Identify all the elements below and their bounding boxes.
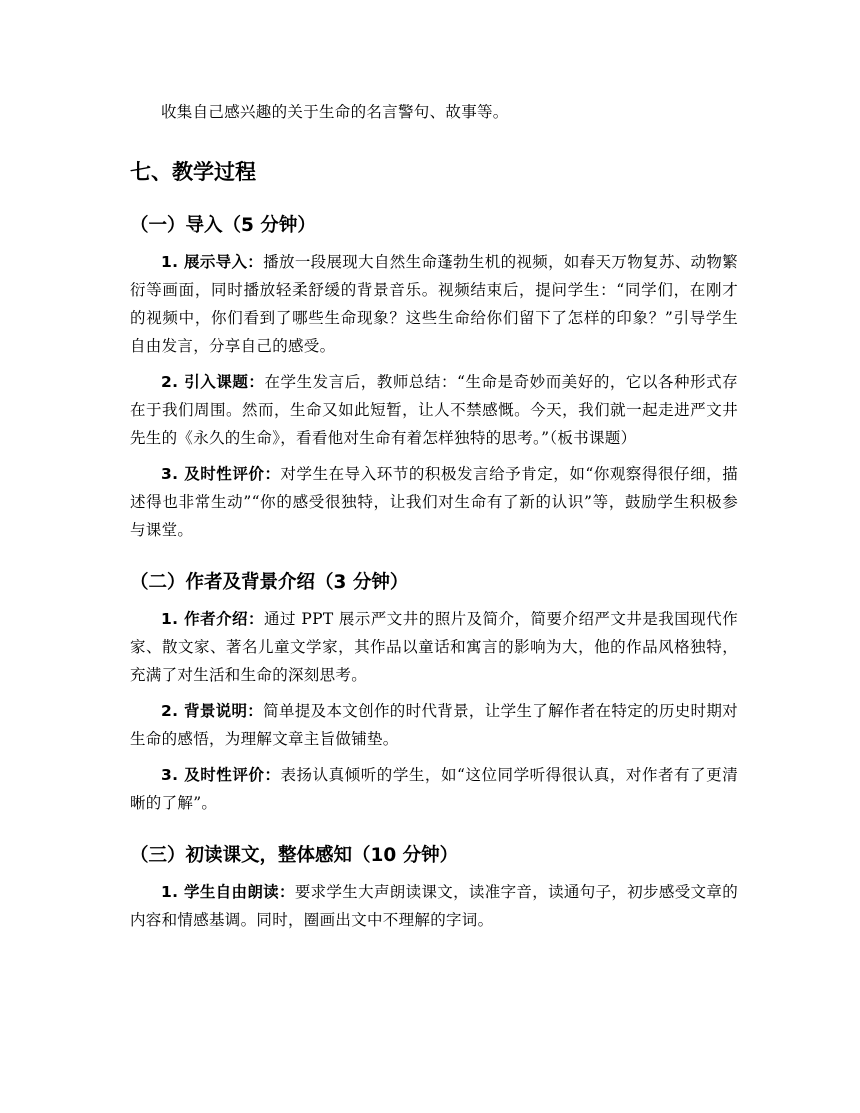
- part2-item-1: [130, 605, 738, 689]
- item-lead: 3. 及时性评价：: [161, 766, 281, 784]
- part3-heading: （三）初读课文，整体感知（10 分钟）: [130, 845, 459, 866]
- part1-item-1: [130, 248, 738, 360]
- item-lead: 2. 背景说明：: [161, 702, 264, 720]
- part2-item-2: [130, 697, 738, 753]
- item-text: 播放一段展现大自然生命蓬勃生机的视频，如春天万物复苏、动物繁衍等画面，同时播放轻柔舒缓的背景音乐。视频结束后，提问学生：“同学们，在刚才的视频中，你们看到了哪些生命现象？这些生命给你们留下了怎样的印象？”引导学生自由发言，分享自己的感受。: [130, 253, 738, 355]
- item-lead: 1. 展示导入：: [161, 253, 264, 271]
- part3-item-1: [130, 878, 738, 934]
- item-text: 在学生发言后，教师总结：“生命是奇妙而美好的，它以各种形式存在于我们周围。然而，生命又如此短暂，让人不禁感慨。今天，我们就一起走进严文井先生的《永久的生命》，看看他对生命有着怎样独特的思考。”（板书课题）: [130, 373, 738, 447]
- item-text: 对学生在导入环节的积极发言给予肯定，如“你观察得很仔细，描述得也非常生动”“你的感受很独特，让我们对生命有了新的认识”等，鼓励学生积极参与课堂。: [130, 465, 738, 539]
- part1-item-3: [130, 460, 738, 544]
- item-text: 通过 PPT 展示严文井的照片及简介，简要介绍严文井是我国现代作家、散文家、著名儿童文学家，其作品以童话和寓言的影响为大，他的作品风格独特，充满了对生活和生命的深刻思考。: [130, 610, 738, 684]
- item-lead: 1. 学生自由朗读：: [161, 883, 295, 901]
- item-lead: 1. 作者介绍：: [161, 610, 265, 628]
- part2-heading: （二）作者及背景介绍（3 分钟）: [130, 572, 409, 593]
- part2-item-3: [130, 761, 738, 817]
- intro-paragraph: 收集自己感兴趣的关于生命的名言警句、故事等。: [161, 103, 509, 121]
- item-lead: 2. 引入课题：: [161, 373, 265, 391]
- part1-heading: （一）导入（5 分钟）: [130, 215, 316, 236]
- part1-item-2: [130, 368, 738, 452]
- item-lead: 3. 及时性评价：: [161, 465, 281, 483]
- item-text: 简单提及本文创作的时代背景，让学生了解作者在特定的历史时期对生命的感悟，为理解文章主旨做铺垫。: [130, 702, 738, 748]
- item-text: 要求学生大声朗读课文，读准字音，读通句子，初步感受文章的内容和情感基调。同时，圈画出文中不理解的字词。: [130, 883, 738, 929]
- section-heading: 七、教学过程: [130, 160, 256, 184]
- item-text: 表扬认真倾听的学生，如“这位同学听得很认真，对作者有了更清晰的了解”。: [130, 766, 738, 812]
